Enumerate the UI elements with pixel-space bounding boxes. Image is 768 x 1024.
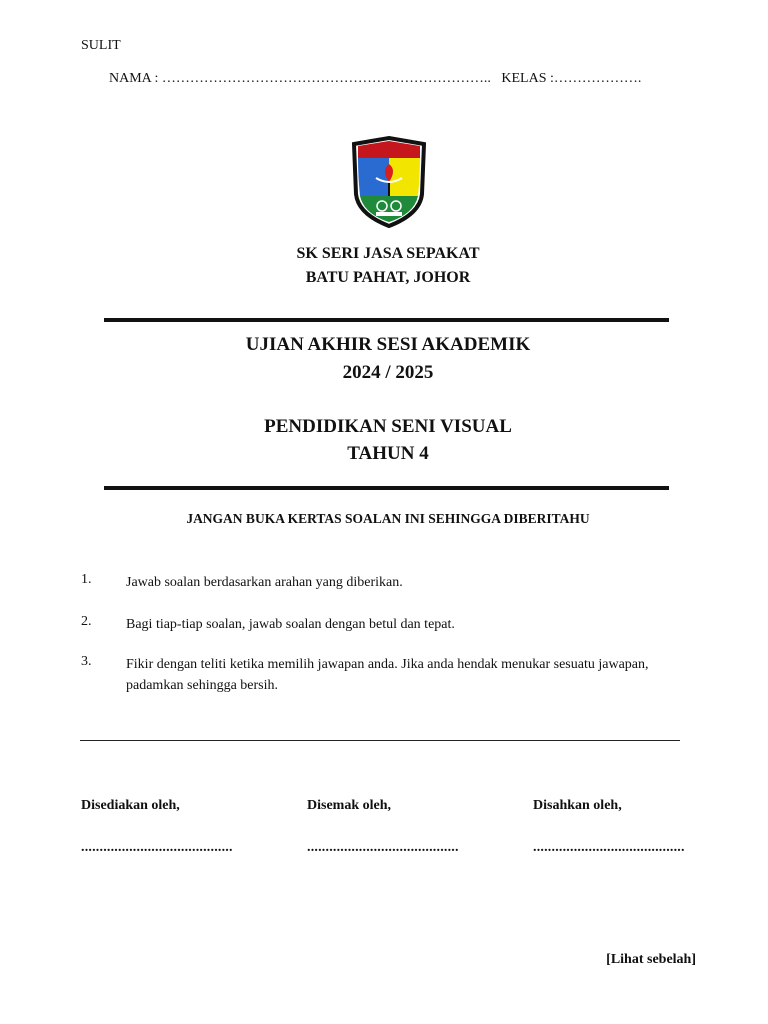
top-divider: [104, 318, 669, 322]
school-crest-logo: [350, 136, 428, 228]
instruction-text: Bagi tiap-tiap soalan, jawab soalan dengan betul dan tepat.: [126, 617, 455, 632]
exam-level: TAHUN 4: [347, 443, 429, 464]
name-class-line: NAMA : …………………………………………………………….. KELAS :……………….: [109, 71, 642, 86]
exam-title: UJIAN AKHIR SESI AKADEMIK: [245, 334, 531, 355]
instruction-number: 1.: [81, 572, 92, 587]
instruction-number: 2.: [81, 614, 92, 629]
approved-by-signature-line: .........................................: [533, 840, 685, 855]
prepared-by-label: Disediakan oleh,: [81, 798, 180, 813]
warning-notice: JANGAN BUKA KERTAS SOALAN INI SEHINGGA DIBERITAHU: [186, 511, 590, 526]
approved-by-label: Disahkan oleh,: [533, 798, 622, 813]
school-name: SK SERI JASA SEPAKAT: [296, 245, 480, 262]
instruction-text: Jawab soalan berdasarkan arahan yang diberikan.: [126, 575, 403, 590]
exam-subject: PENDIDIKAN SENI VISUAL: [264, 416, 512, 437]
section-divider: [80, 740, 680, 741]
checked-by-signature-line: .........................................: [307, 840, 459, 855]
bottom-divider: [104, 486, 669, 490]
page-footer: [Lihat sebelah]: [606, 952, 696, 967]
instruction-number: 3.: [81, 654, 92, 669]
school-location: BATU PAHAT, JOHOR: [305, 269, 471, 286]
exam-session: 2024 / 2025: [342, 362, 434, 383]
instruction-text: Fikir dengan teliti ketika memilih jawapan anda. Jika anda hendak menukar sesuatu jawapan, padamkan sehingga bersih.: [126, 657, 649, 693]
checked-by-label: Disemak oleh,: [307, 798, 391, 813]
classification-label: SULIT: [81, 38, 121, 53]
prepared-by-signature-line: .........................................: [81, 840, 233, 855]
